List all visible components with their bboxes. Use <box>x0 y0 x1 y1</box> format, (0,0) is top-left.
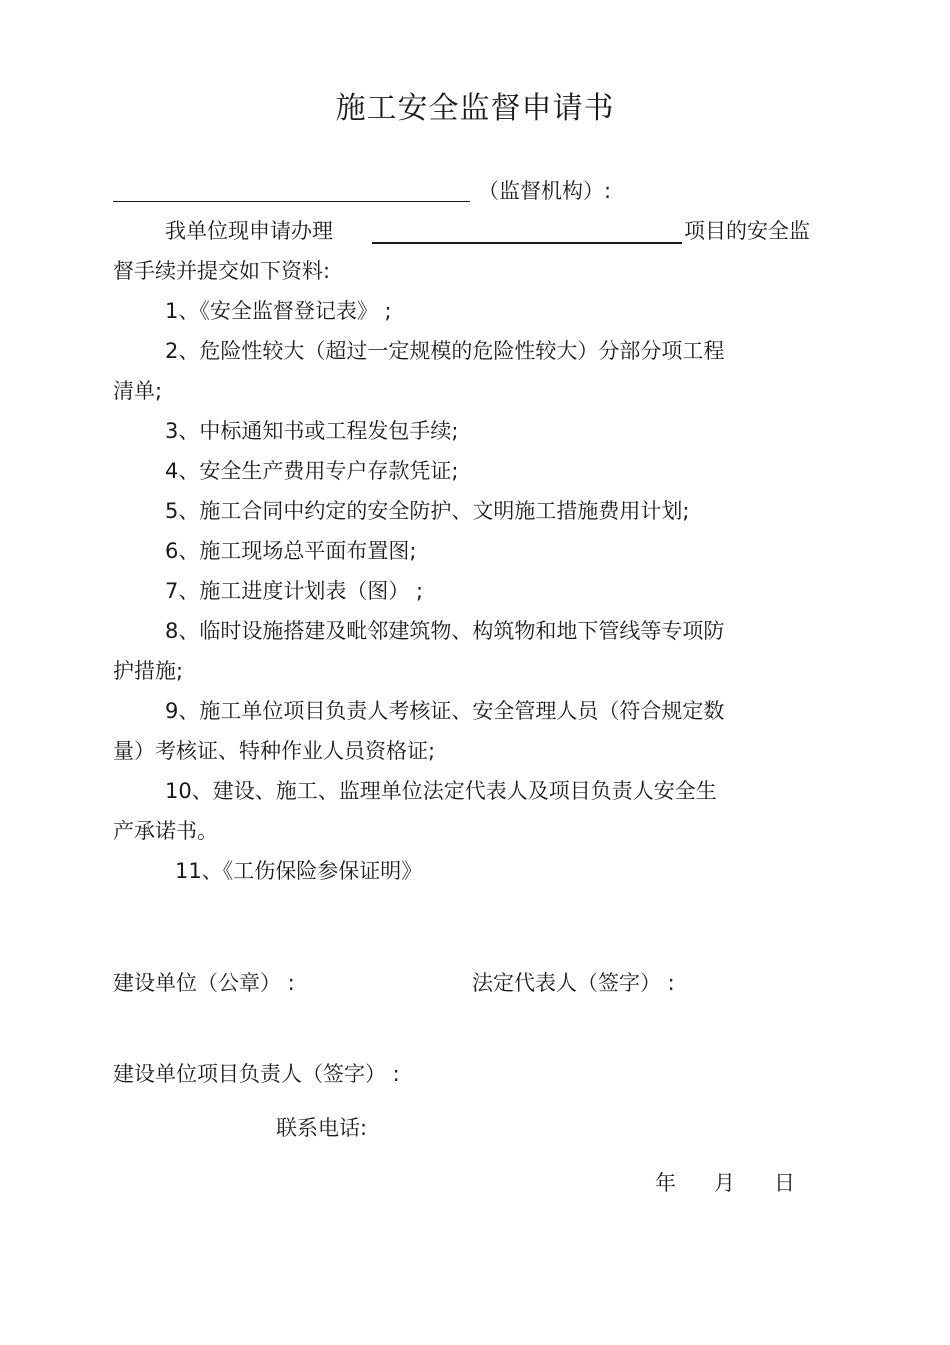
builder-seal-label: 建设单位（公章） : <box>113 971 295 995</box>
list-item: 4、安全生产费用专户存款凭证; <box>165 459 459 483</box>
project-name-blank-line[interactable] <box>372 242 682 244</box>
phone-label: 联系电话: <box>276 1116 368 1140</box>
date-year: 年 <box>655 1171 676 1195</box>
list-item: 量）考核证、特种作业人员资格证; <box>113 739 436 763</box>
list-item: 10、建设、施工、监理单位法定代表人及项目负责人安全生 <box>165 779 717 803</box>
list-item: 11、《工伤保险参保证明》 <box>175 859 423 883</box>
addressee-suffix: （监督机构）: <box>478 179 612 203</box>
list-item: 3、中标通知书或工程发包手续; <box>165 419 459 443</box>
legal-rep-label: 法定代表人（签字） : <box>472 971 675 995</box>
list-item: 7、施工进度计划表（图） ; <box>165 579 424 603</box>
list-item: 清单; <box>113 379 163 403</box>
list-item: 8、临时设施搭建及毗邻建筑物、构筑物和地下管线等专项防 <box>165 619 725 643</box>
list-item: 2、危险性较大（超过一定规模的危险性较大）分部分项工程 <box>165 339 725 363</box>
intro-line-2: 督手续并提交如下资料: <box>113 259 331 283</box>
list-item: 1、《安全监督登记表》 ; <box>165 299 392 323</box>
date-month: 月 <box>714 1171 735 1195</box>
supervisor-blank-line[interactable] <box>113 201 470 202</box>
list-item: 9、施工单位项目负责人考核证、安全管理人员（符合规定数 <box>165 699 725 723</box>
list-item: 产承诺书。 <box>113 819 218 843</box>
document-title: 施工安全监督申请书 <box>335 91 615 126</box>
project-lead-label: 建设单位项目负责人（签字） : <box>113 1062 400 1086</box>
list-item: 6、施工现场总平面布置图; <box>165 539 417 563</box>
intro-text-2: 项目的安全监 <box>684 219 810 243</box>
list-item: 5、施工合同中约定的安全防护、文明施工措施费用计划; <box>165 499 690 523</box>
date-day: 日 <box>774 1171 795 1195</box>
list-item: 护措施; <box>113 659 184 683</box>
intro-text-1: 我单位现申请办理 <box>165 219 333 243</box>
